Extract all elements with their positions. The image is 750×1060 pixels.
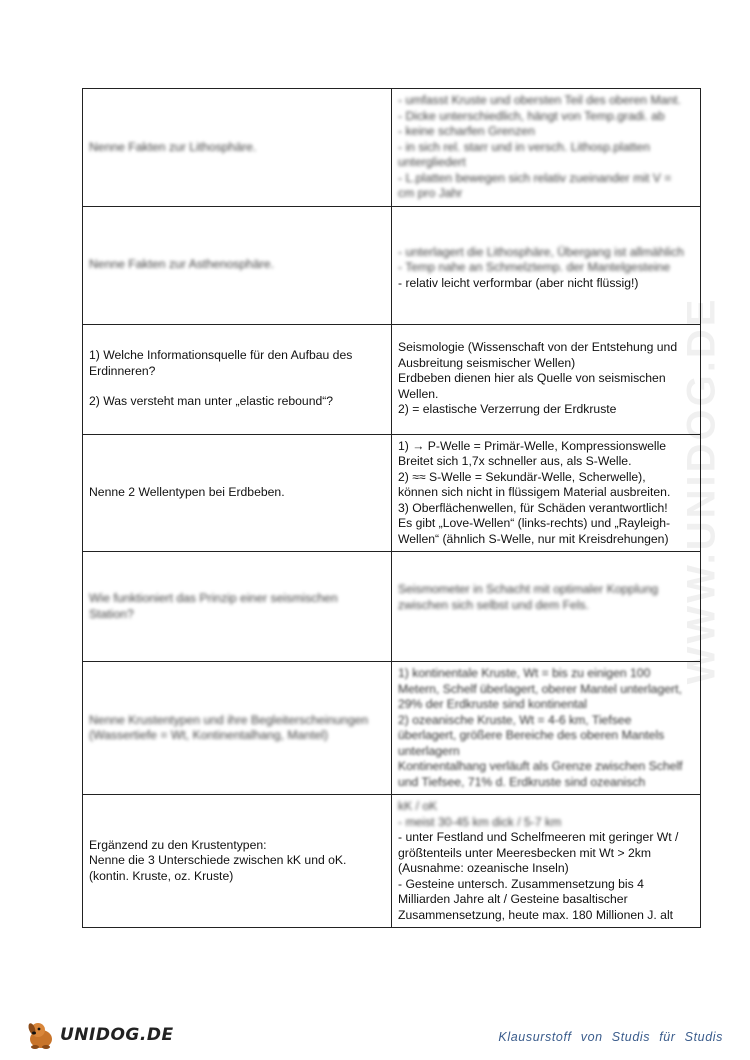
answer-line: 2) ozeanische Kruste, Wt = 4-6 km, Tiefsee: [398, 712, 632, 727]
question-line: Station?: [89, 606, 134, 621]
question-cell: [83, 206, 392, 324]
qa-table: [82, 88, 701, 928]
answer-line: und Tiefsee, 71% d. Erdkruste sind ozeanisch: [398, 774, 646, 789]
answer-line: 2) ≈≈ S-Welle = Sekundär-Welle, Scherwelle),: [398, 469, 646, 484]
footer-word: Studis: [684, 1030, 723, 1044]
answer-line: - Temp nahe an Schmelztemp. der Mantelgesteine: [398, 260, 671, 274]
question-line: (kontin. Kruste, oz. Kruste): [89, 868, 234, 883]
answer-line: Kontinentalhang verläuft als Grenze zwischen Schelf: [398, 759, 683, 773]
answer-cell: [392, 434, 701, 552]
logo-text: UNIDOG.DE: [60, 1025, 174, 1045]
table-row: [83, 662, 701, 795]
answer-line: (Ausnahme: ozeanische Inseln): [398, 861, 569, 875]
answer-line: Milliarden Jahre alt / Gesteine basaltischer: [398, 892, 628, 906]
answer-line: Seismologie (Wissenschaft von der Entstehung und: [398, 340, 678, 355]
question-line: Ergänzend zu den Krustentypen:: [89, 837, 267, 852]
answer-cell: [392, 552, 701, 662]
answer-line: kK / oK: [398, 799, 438, 813]
answer-line: - unter Festland und Schelfmeeren mit geringer Wt /: [398, 830, 679, 844]
answer-line: - umfasst Kruste und obersten Teil des oberen Mant.: [398, 93, 681, 107]
footer-word: für: [659, 1030, 676, 1044]
answer-line: unterlagern: [398, 743, 460, 758]
answer-cell: [392, 324, 701, 434]
watermark-text: WWW.UNIDOG.DE: [679, 296, 724, 684]
answer-line: - relativ leicht verformbar (aber nicht flüssig!): [398, 275, 639, 290]
answer-line: Seismometer in Schacht mit optimaler Kopplung: [398, 582, 659, 596]
answer-line: größtenteils unter Meeresbecken mit Wt > 2km: [398, 845, 651, 860]
answer-line: - Gesteine untersch. Zusammensetzung bis 4: [398, 876, 644, 891]
watermark: [679, 230, 724, 750]
question-line: (Wassertiefe = Wt, Kontinentalhang, Mantel): [89, 728, 329, 742]
answer-line: überlagert, größere Bereiche des oberen Mantels: [398, 728, 665, 742]
table-row: [83, 795, 701, 928]
answer-line: - Dicke unterschiedlich, hängt von Temp.gradi. ab: [398, 108, 665, 123]
question-cell: [83, 89, 392, 207]
question-line: Nenne die 3 Unterschiede zwischen kK und oK.: [89, 853, 347, 868]
footer-slogan: [498, 1030, 728, 1044]
question-line: 2) Was versteht man unter „elastic rebound“?: [89, 394, 334, 409]
answer-line: zwischen sich selbst und dem Fels.: [398, 597, 590, 612]
answer-line: - unterlagert die Lithosphäre, Übergang ist allmählich: [398, 244, 684, 259]
question-line: Erdinneren?: [89, 363, 156, 378]
blank-line: [89, 379, 385, 394]
answer-line: cm pro Jahr: [398, 186, 463, 200]
table-row: [83, 434, 701, 552]
answer-cell: [392, 662, 701, 795]
answer-line: Breitet sich 1,7x schneller aus, als S-Welle.: [398, 454, 632, 468]
answer-line: Metern, Schelf überlagert, oberer Mantel unterlagert,: [398, 681, 682, 696]
answer-cell: [392, 206, 701, 324]
answer-line: Ausbreitung seismischer Wellen): [398, 355, 576, 370]
answer-line: 1) kontinentale Kruste, Wt = bis zu einigen 100: [398, 666, 651, 680]
footer-word: Studis: [611, 1030, 651, 1044]
answer-line: 2) = elastische Verzerrung der Erdkruste: [398, 402, 617, 417]
answer-line: Wellen“ (ähnlich S-Welle, nur mit Kreisdrehungen): [398, 531, 669, 546]
question-line: Wie funktioniert das Prinzip einer seismischen: [89, 591, 338, 605]
table-row: [83, 206, 701, 324]
table-row: [83, 324, 701, 434]
dog-icon: [24, 1019, 58, 1051]
answer-line: - keine scharfen Grenzen: [398, 124, 535, 138]
footer-word: von: [580, 1030, 603, 1044]
answer-line: Es gibt „Love-Wellen“ (links-rechts) und „Rayleigh-: [398, 516, 671, 530]
answer-line: 1) → P-Welle = Primär-Welle, Kompressionswelle: [398, 438, 667, 453]
answer-cell: [392, 795, 701, 928]
unidog-logo[interactable]: [24, 1018, 174, 1052]
answer-line: 3) Oberflächenwellen, für Schäden verantwortlich!: [398, 500, 668, 515]
answer-line: - L.platten bewegen sich relativ zueinander mit V =: [398, 170, 672, 185]
footer-word: Klausurstoff: [498, 1030, 572, 1044]
question-line: Nenne Fakten zur Asthenosphäre.: [89, 257, 274, 272]
answer-line: 29% der Erdkruste sind kontinental: [398, 697, 588, 711]
answer-line: Zusammensetzung, heute max. 180 Millionen J. alt: [398, 907, 674, 922]
answer-line: Erdbeben dienen hier als Quelle von seismischen: [398, 371, 666, 386]
answer-line: können sich nicht in flüssigem Material ausbreiten.: [398, 485, 671, 499]
question-cell: [83, 324, 392, 434]
answer-line: untergliedert: [398, 155, 466, 169]
table-row: [83, 552, 701, 662]
document-page: [82, 88, 700, 928]
answer-line: - meist 30-45 km dick / 5-7 km: [398, 814, 562, 829]
question-cell: [83, 662, 392, 795]
question-cell: [83, 434, 392, 552]
question-line: Nenne Fakten zur Lithosphäre.: [89, 139, 257, 154]
question-cell: [83, 795, 392, 928]
answer-line: - in sich rel. starr und in versch. Lithosp.platten: [398, 139, 650, 154]
table-row: [83, 89, 701, 207]
question-cell: [83, 552, 392, 662]
answer-cell: [392, 89, 701, 207]
question-line: Nenne 2 Wellentypen bei Erdbeben.: [89, 485, 285, 499]
answer-line: Wellen.: [398, 386, 439, 401]
question-line: 1) Welche Informationsquelle für den Aufbau des: [89, 348, 353, 363]
question-line: Nenne Krustentypen und ihre Begleiterscheinungen: [89, 712, 369, 727]
